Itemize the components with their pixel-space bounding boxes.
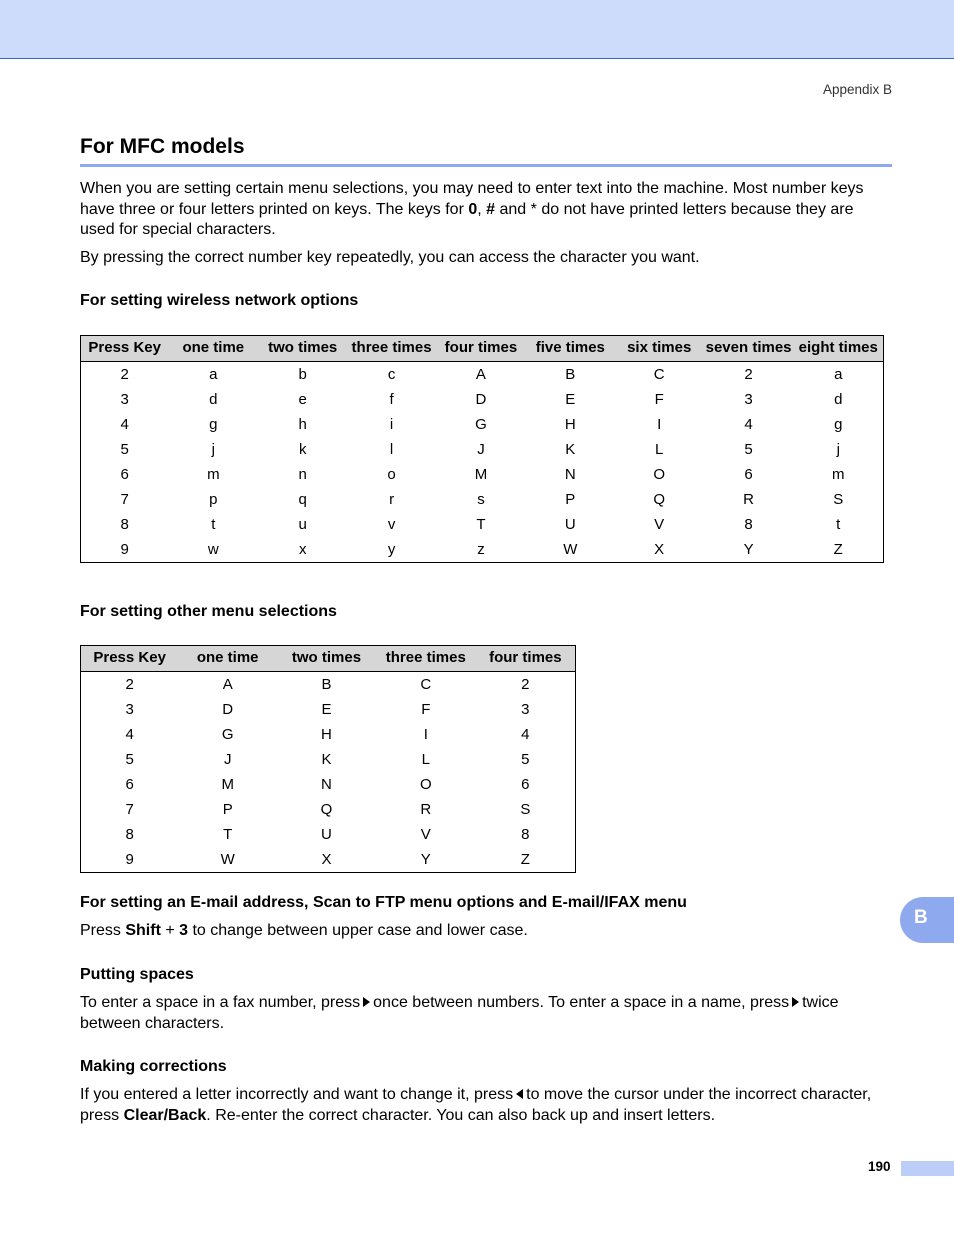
table-cell: Z [520,851,530,868]
table-row [81,462,884,487]
table-cell: Q [653,491,666,508]
table-cell: 7 [120,491,129,508]
table-row [81,697,576,722]
table-cell: Z [833,541,843,558]
table-cell: O [419,776,432,793]
column-header: two times [258,336,347,362]
table-cell: K [321,751,332,768]
table-cell: R [420,801,432,818]
column-header: four times [476,646,576,672]
table-cell: P [222,801,233,818]
table-cell: W [563,541,578,558]
table-cell: j [836,441,840,458]
table-cell: n [298,466,307,483]
column-header: three times [376,646,476,672]
table-cell: 5 [744,441,753,458]
table-cell: 4 [125,726,134,743]
table-cell: U [564,516,576,533]
table-cell: 3 [125,701,134,718]
table-cell: 9 [120,541,129,558]
table-cell: H [321,726,332,743]
table-cell: s [477,491,485,508]
table-cell: X [654,541,665,558]
table-cell: K [565,441,576,458]
other-key-table [80,645,576,873]
top-header-band [0,0,954,59]
table-cell: 6 [120,466,129,483]
table-cell: O [653,466,666,483]
table-cell: l [389,441,394,458]
table-cell: E [321,701,332,718]
table-cell: X [321,851,332,868]
table-cell: A [222,676,233,693]
spaces-paragraph: To enter a space in a fax number, press once between numbers. To enter a space in a name, press twice between characters. [80,994,839,1032]
table-cell: S [520,801,531,818]
table-cell: g [834,416,843,433]
table-cell: A [475,366,486,383]
table-cell: m [207,466,220,483]
table-cell: b [298,366,307,383]
table-cell: a [209,366,218,383]
table-cell: 4 [120,416,129,433]
table-cell: w [207,541,219,558]
table-cell: 5 [125,751,134,768]
table-cell: t [211,516,216,533]
table-cell: C [420,676,432,693]
table-cell: 4 [744,416,753,433]
column-header: two times [277,646,376,672]
intro-paragraph-1: When you are setting certain menu selections, you may need to enter text into the machine. Most number keys have three or four letters printed on keys. The keys for 0, # and * do not have printed letters because they are used for special characters. [80,180,864,238]
table-row [81,362,884,388]
table-cell: T [223,826,233,843]
table-row [81,797,576,822]
column-header: one time [178,646,277,672]
table-cell: 8 [120,516,129,533]
table-header-row [81,336,884,362]
table-cell: u [298,516,307,533]
table-cell: F [421,701,431,718]
table-row [81,487,884,512]
table-cell: B [321,676,332,693]
table-cell: T [476,516,486,533]
table-cell: 5 [521,751,530,768]
table-cell: 3 [120,391,129,408]
table-row [81,672,576,698]
table-cell: d [834,391,843,408]
table-cell: y [387,541,396,558]
table-cell: c [387,366,396,383]
table-cell: J [477,441,485,458]
table-row [81,772,576,797]
column-header: six times [615,336,704,362]
table-cell: j [211,441,215,458]
column-header: Press Key [81,336,169,362]
table-cell: 2 [120,366,129,383]
table-row [81,722,576,747]
table-cell: z [477,541,485,558]
table-cell: t [836,516,841,533]
table-cell: I [423,726,428,743]
email-paragraph: Press Shift + 3 to change between upper case and lower case. [80,922,528,939]
table-cell: 2 [744,366,753,383]
table-cell: N [321,776,332,793]
table-cell: M [221,776,234,793]
running-head: Appendix B [822,82,892,97]
star-key-glyph: * [530,200,537,218]
table-cell: J [223,751,232,768]
table-cell: k [298,441,307,458]
wireless-key-table [80,335,884,563]
table-cell: 2 [125,676,134,693]
table-cell: 6 [125,776,134,793]
table-header-row [81,646,576,672]
table-row [81,512,884,537]
table-row [81,537,884,563]
table-cell: C [653,366,665,383]
column-header: one time [168,336,258,362]
table-cell: r [389,491,395,508]
table-cell: D [222,701,234,718]
table-cell: E [565,391,576,408]
spaces-heading: Putting spaces [80,966,194,983]
table-cell: 6 [521,776,530,793]
table-cell: d [209,391,218,408]
corrections-paragraph: If you entered a letter incorrectly and want to change it, press to move the cursor under the incorrect character, press Clear/Back. Re-enter the correct character. You can also back up and insert letters. [80,1086,872,1124]
table-cell: 2 [521,676,530,693]
table-cell: a [834,366,843,383]
table-cell: W [220,851,235,868]
table-cell: 8 [521,826,530,843]
left-arrow-icon [516,1089,523,1099]
table-cell: V [654,516,665,533]
table-cell: 7 [125,801,134,818]
table-cell: g [209,416,218,433]
table-cell: o [387,466,396,483]
table-cell: G [221,726,234,743]
table-cell: i [389,416,394,433]
column-header: four times [436,336,526,362]
table-cell: 8 [125,826,134,843]
table-cell: x [298,541,307,558]
table-cell: 6 [744,466,753,483]
right-arrow-icon [363,997,370,1007]
table-cell: S [833,491,844,508]
table-cell: m [832,466,845,483]
corrections-heading: Making corrections [80,1058,227,1075]
table-cell: L [421,751,430,768]
table-cell: P [565,491,576,508]
table-row [81,847,576,873]
table-cell: L [655,441,664,458]
appendix-side-tab: B [900,897,954,943]
table-row [81,822,576,847]
intro-paragraph-2: By pressing the correct number key repeatedly, you can access the character you want. [80,249,700,266]
table-cell: I [657,416,662,433]
right-arrow-icon [792,997,799,1007]
table-cell: p [209,491,218,508]
table-cell: Q [320,801,333,818]
column-header: eight times [794,336,884,362]
table-row [81,412,884,437]
table-cell: Y [420,851,431,868]
table-cell: 4 [521,726,530,743]
table-cell: v [387,516,396,533]
table-cell: N [564,466,576,483]
page-number: 190 [868,1159,891,1174]
column-header: three times [347,336,436,362]
other-menu-heading: For setting other menu selections [80,603,337,620]
table-cell: 8 [744,516,753,533]
table-cell: 5 [120,441,129,458]
table-cell: e [298,391,307,408]
table-cell: R [743,491,754,508]
table-cell: 9 [125,851,134,868]
table-cell: D [475,391,487,408]
table-row [81,387,884,412]
table-cell: V [420,826,431,843]
table-cell: H [564,416,576,433]
table-cell: U [321,826,332,843]
table-cell: h [298,416,307,433]
table-cell: M [474,466,488,483]
table-row [81,747,576,772]
column-header: seven times [704,336,794,362]
table-cell: Y [743,541,754,558]
table-cell: f [389,391,394,408]
page-number-bar [901,1161,954,1176]
table-cell: F [654,391,664,408]
column-header: five times [526,336,615,362]
column-header: Press Key [81,646,179,672]
email-heading: For setting an E-mail address, Scan to FTP menu options and E-mail/IFAX menu [80,894,687,911]
table-cell: B [565,366,576,383]
table-cell: 3 [521,701,530,718]
table-cell: q [298,491,307,508]
section-title: For MFC models [80,135,892,167]
table-row [81,437,884,462]
wireless-heading: For setting wireless network options [80,292,359,309]
table-cell: G [475,416,487,433]
table-cell: 3 [744,391,753,408]
